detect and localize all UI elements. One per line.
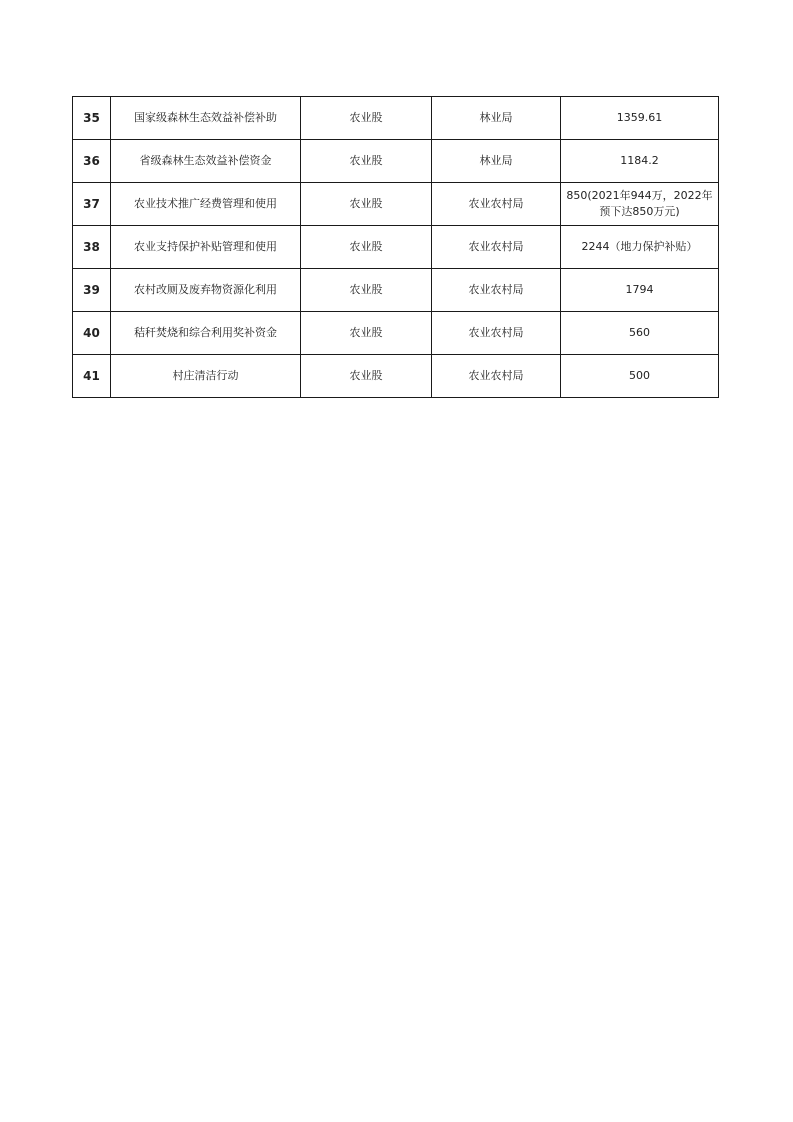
row-number-cell: 36 (73, 140, 111, 183)
project-name-cell: 省级森林生态效益补偿资金 (111, 140, 301, 183)
bureau-cell: 林业局 (432, 140, 561, 183)
bureau-cell: 林业局 (432, 97, 561, 140)
section-cell: 农业股 (301, 355, 432, 398)
table-row (73, 183, 719, 226)
row-number-cell: 35 (73, 97, 111, 140)
row-number-cell: 40 (73, 312, 111, 355)
project-name-cell: 村庄清洁行动 (111, 355, 301, 398)
amount-cell: 2244（地力保护补贴） (561, 226, 719, 269)
table-row (73, 140, 719, 183)
section-cell: 农业股 (301, 183, 432, 226)
section-cell: 农业股 (301, 312, 432, 355)
amount-cell: 500 (561, 355, 719, 398)
project-name-cell: 农业技术推广经费管理和使用 (111, 183, 301, 226)
project-name-cell: 农村改厕及废弃物资源化利用 (111, 269, 301, 312)
amount-cell: 1359.61 (561, 97, 719, 140)
row-number-cell: 37 (73, 183, 111, 226)
amount-cell: 560 (561, 312, 719, 355)
section-cell: 农业股 (301, 140, 432, 183)
amount-cell: 1184.2 (561, 140, 719, 183)
section-cell: 农业股 (301, 226, 432, 269)
section-cell: 农业股 (301, 97, 432, 140)
bureau-cell: 农业农村局 (432, 226, 561, 269)
row-number-cell: 38 (73, 226, 111, 269)
row-number-cell: 41 (73, 355, 111, 398)
table-row (73, 97, 719, 140)
table-row (73, 355, 719, 398)
table-row (73, 269, 719, 312)
bureau-cell: 农业农村局 (432, 183, 561, 226)
bureau-cell: 农业农村局 (432, 312, 561, 355)
bureau-cell: 农业农村局 (432, 269, 561, 312)
funds-table (72, 96, 719, 398)
project-name-cell: 农业支持保护补贴管理和使用 (111, 226, 301, 269)
table-row (73, 312, 719, 355)
amount-cell: 850(2021年944万，2022年预下达850万元) (561, 183, 719, 226)
project-name-cell: 秸秆焚烧和综合利用奖补资金 (111, 312, 301, 355)
section-cell: 农业股 (301, 269, 432, 312)
project-name-cell: 国家级森林生态效益补偿补助 (111, 97, 301, 140)
bureau-cell: 农业农村局 (432, 355, 561, 398)
table-row (73, 226, 719, 269)
amount-cell: 1794 (561, 269, 719, 312)
row-number-cell: 39 (73, 269, 111, 312)
